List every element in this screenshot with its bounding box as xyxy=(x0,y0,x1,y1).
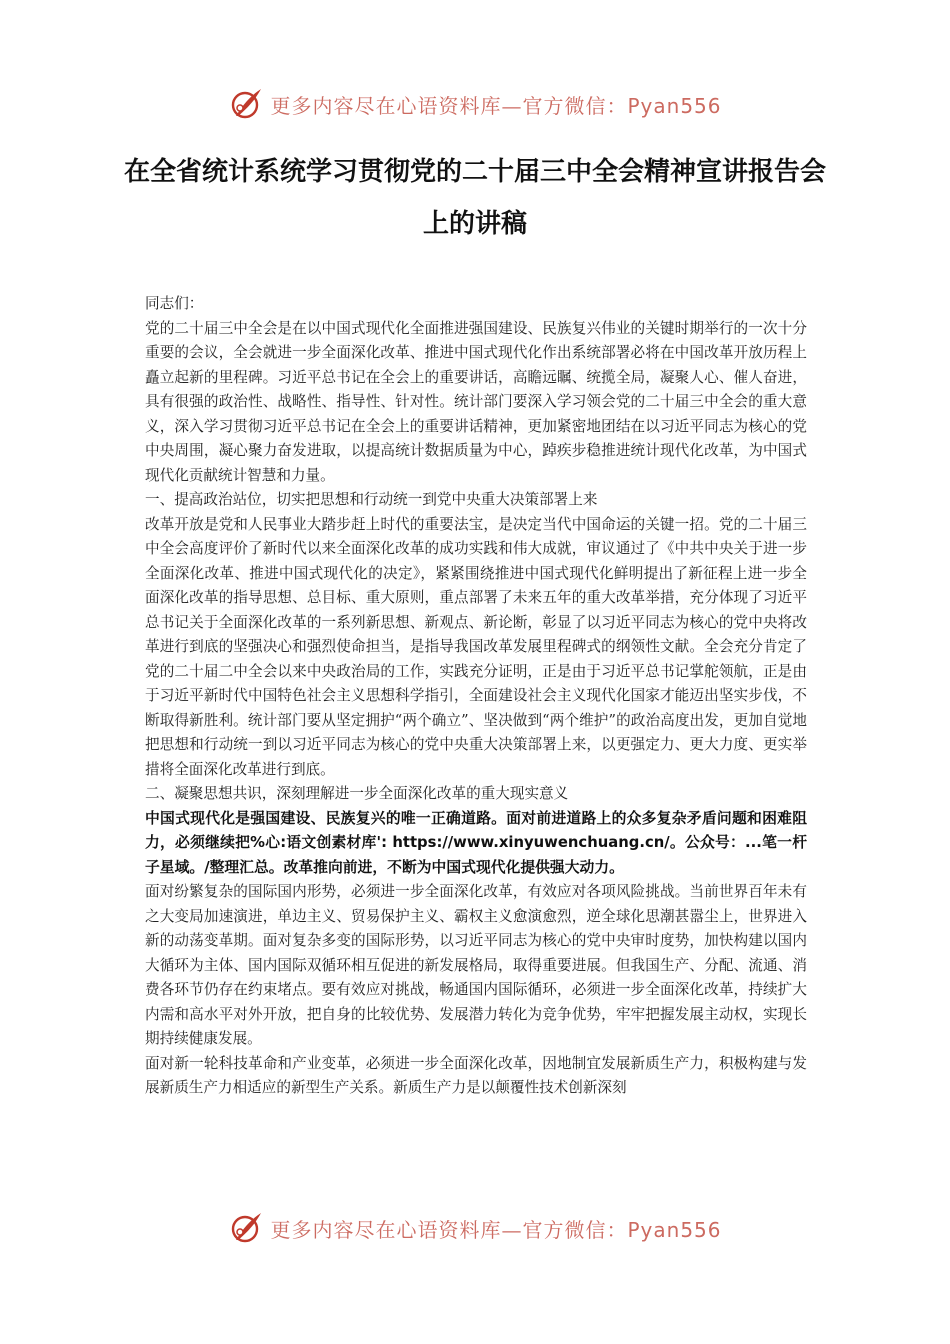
section-heading-2: 二、凝聚思想共识，深刻理解进一步全面深化改革的重大现实意义 xyxy=(145,785,569,802)
paragraph: 党的二十届三中全会是在以中国式现代化全面推进强国建设、民族复兴伟业的关键时期举行的一次十分重要的会议，全会就进一步全面深化改革、推进中国式现代化作出系统部署必将在中国改革开放历程上矗立起新的里程碑。习近平总书记在全会上的重要讲话，高瞻远瞩、统揽全局，凝聚人心、催人奋进，具有很强的政治性、战略性、指导性、针对性。统计部门要深入学习领会党的二十届三中全会的重大意义，深入学习贯彻习近平总书记在全会上的重要讲话精神，更加紧密地团结在以习近平同志为核心的党中央周围，凝心聚力奋发进取，以提高统计数据质量为中心，踔疾步稳推进统计现代化改革，为中国式现代化贡献统计智慧和力量。 xyxy=(145,319,807,484)
section-heading-1: 一、提高政治站位，切实把思想和行动统一到党中央重大决策部署上来 xyxy=(145,491,598,508)
quill-logo-icon xyxy=(228,86,264,122)
document-title: 在全省统计系统学习贯彻党的二十届三中全会精神宣讲报告会上的讲稿 xyxy=(123,157,826,239)
paragraph: 改革开放是党和人民事业大踏步赶上时代的重要法宝，是决定当代中国命运的关键一招。党的二十届三中全会高度评价了新时代以来全面深化改革的成功实践和伟大成就，审议通过了《中共中央关于进一步全面深化改革、推进中国式现代化的决定》，紧紧围绕推进中国式现代化鲜明提出了新征程上进一步全面深化改革的指导思想、总目标、重大原则，重点部署了未来五年的重大改革举措，充分体现了习近平总书记关于全面深化改革的一系列新思想、新观点、新论断，彰显了以习近平同志为核心的党中央将改革进行到底的坚强决心和强烈使命担当，是指导我国改革发展里程碑式的纲领性文献。全会充分肯定了党的二十届二中全会以来中央政治局的工作，实践充分证明，正是由于习近平总书记掌舵领航，正是由于习近平新时代中国特色社会主义思想科学指引，全面建设社会主义现代化国家才能迈出坚实步伐，不断取得新胜利。统计部门要从坚定拥护“两个确立”、坚决做到“两个维护”的政治高度出发，更加自觉地把思想和行动统一到以习近平同志为核心的党中央重大决策部署上来，以更强定力、更大力度、更实举措将全面深化改革进行到底。 xyxy=(145,515,807,778)
quill-logo-icon xyxy=(228,1210,264,1246)
greeting: 同志们： xyxy=(145,295,204,312)
watermark-text: 更多内容尽在心语资料库—官方微信：Pyan556 xyxy=(270,93,722,118)
watermark-header xyxy=(0,84,950,124)
paragraph: 面对新一轮科技革命和产业变革，必须进一步全面深化改革，因地制宜发展新质生产力，积极构建与发展新质生产力相适应的新型生产关系。新质生产力是以颠覆性技术创新深刻 xyxy=(145,1054,807,1096)
watermark-text: 更多内容尽在心语资料库—官方微信：Pyan556 xyxy=(270,1217,722,1242)
highlight-paragraph: 中国式现代化是强国建设、民族复兴的唯一正确道路。面对前进道路上的众多复杂矛盾问题和困难阻力，必须继续把%心:语文创素材库': https://www.xinyuwenchuang.cn/。公众号：...笔一杆子星域。/整理汇总。改革推向前进，不断为中国式现代化提供强大动力。 xyxy=(145,809,807,876)
paragraph: 面对纷繁复杂的国际国内形势，必须进一步全面深化改革，有效应对各项风险挑战。当前世界百年未有之大变局加速演进，单边主义、贸易保护主义、霸权主义愈演愈烈，逆全球化思潮甚嚣尘上，世界进入新的动荡变革期。面对复杂多变的国际形势，以习近平同志为核心的党中央审时度势，加快构建以国内大循环为主体、国内国际双循环相互促进的新发展格局，取得重要进展。但我国生产、分配、流通、消费各环节仍存在约束堵点。要有效应对挑战，畅通国内国际循环，必须进一步全面深化改革，持续扩大内需和高水平对外开放，把自身的比较优势、发展潜力转化为竞争优势，牢牢把握发展主动权，实现长期持续健康发展。 xyxy=(145,883,807,1047)
document-body xyxy=(145,292,807,1101)
watermark-footer xyxy=(0,1208,950,1248)
